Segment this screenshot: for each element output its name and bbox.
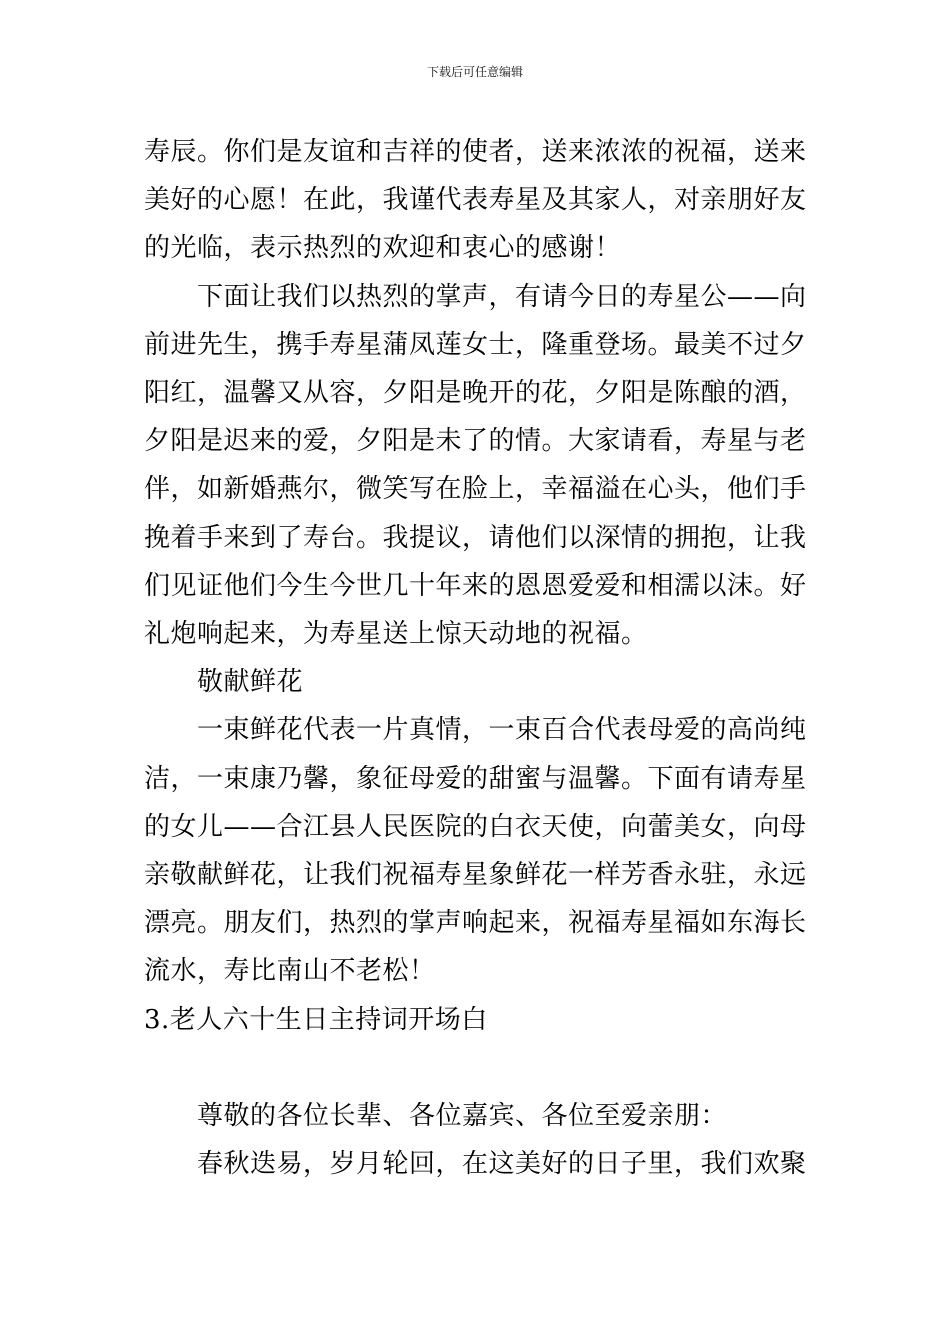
paragraph-opening: 春秋迭易，岁月轮回，在这美好的日子里，我们欢聚 bbox=[197, 1149, 807, 1180]
paragraph-greeting: 尊敬的各位长辈、各位嘉宾、各位至爱亲朋： bbox=[197, 1100, 728, 1131]
document-body bbox=[144, 128, 808, 1188]
blank-line bbox=[144, 1044, 808, 1092]
section-title-opening: 3.老人六十生日主持词开场白 bbox=[144, 1004, 488, 1035]
paragraph-birthday-star-entrance: 下面让我们以热烈的掌声，有请今日的寿星公——向前进先生，携手寿星蒲凤莲女士，隆重登场。最美不过夕阳红，温馨又从容，夕阳是晚开的花，夕阳是陈酿的酒，夕阳是迟来的爱，夕阳是未了的情。大家请看，寿星与老伴，如新婚燕尔，微笑写在脸上，幸福溢在心头，他们手挽着手来到了寿台。我提议，请他们以深情的拥抱，让我们见证他们今生今世几十年来的恩恩爱爱和相濡以沫。好礼炮响起来，为寿星送上惊天动地的祝福。 bbox=[144, 281, 807, 650]
section-heading-flowers: 敬献鲜花 bbox=[197, 667, 304, 698]
paragraph-continuation: 寿辰。你们是友谊和吉祥的使者，送来浓浓的祝福，送来美好的心愿！在此，我谨代表寿星及其家人，对亲朋好友的光临，表示热烈的欢迎和衷心的感谢！ bbox=[144, 137, 807, 264]
page-header: 下载后可任意编辑 bbox=[426, 65, 523, 79]
paragraph-flowers: 一束鲜花代表一片真情，一束百合代表母爱的高尚纯洁，一束康乃馨，象征母爱的甜蜜与温馨。下面有请寿星的女儿——合江县人民医院的白衣天使，向蕾美女，向母亲敬献鲜花，让我们祝福寿星象鲜花一样芳香永驻，永远漂亮。朋友们，热烈的掌声响起来，祝福寿星福如东海长流水，寿比南山不老松！ bbox=[144, 715, 807, 987]
